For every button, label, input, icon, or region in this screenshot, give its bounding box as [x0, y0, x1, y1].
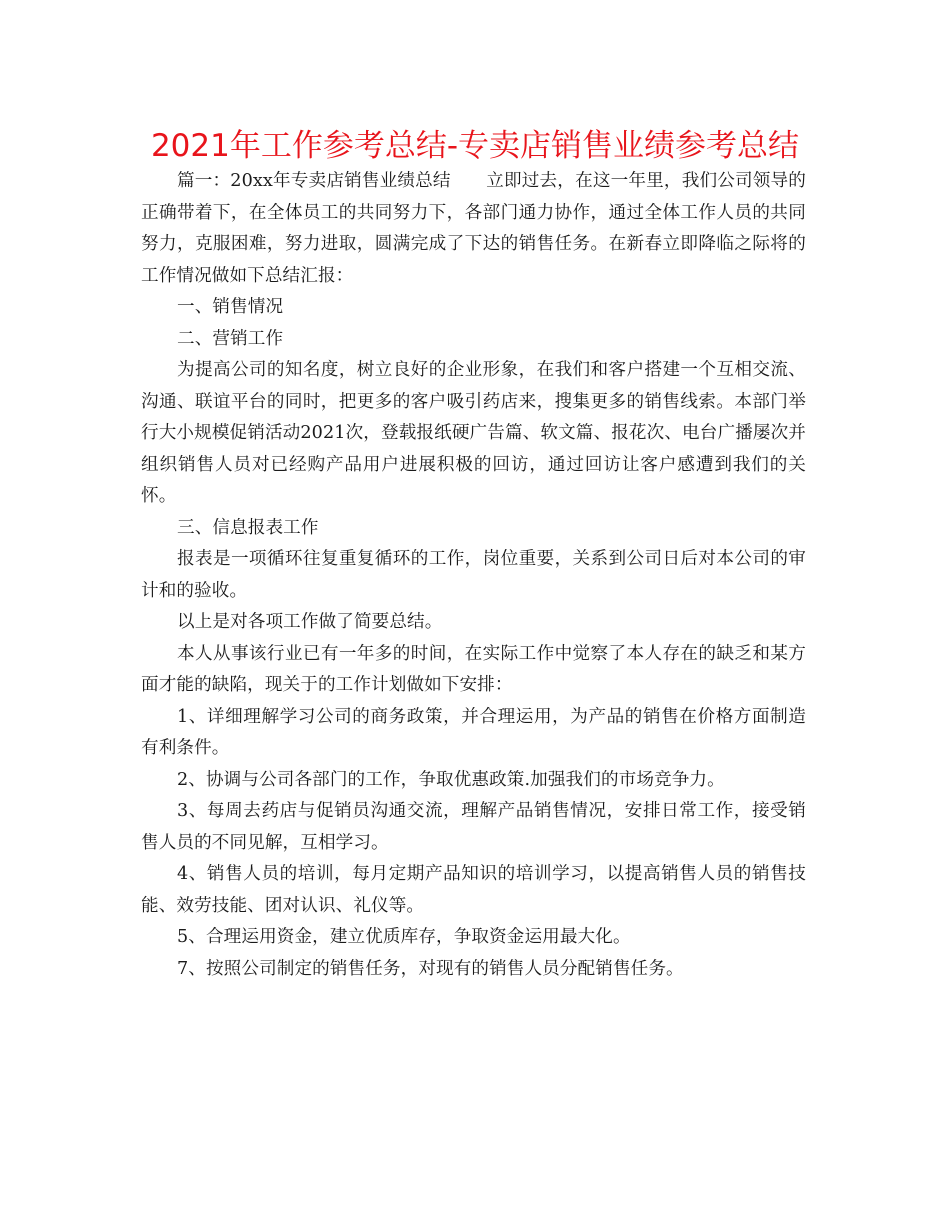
- paragraph: 篇一：20xx年专卖店销售业绩总结 立即过去，在这一年里，我们公司领导的正确带着下，在全体员工的共同努力下，各部门通力协作，通过全体工作人员的共同努力，克服困难，努力进取，圆满完成了下达的销售任务。在新春立即降临之际将的工作情况做如下总结汇报：: [141, 171, 806, 286]
- paragraph: 报表是一项循环往复重复循环的工作，岗位重要，关系到公司日后对本公司的审计和的验收。: [141, 549, 806, 601]
- paragraph: 为提高公司的知名度，树立良好的企业形象，在我们和客户搭建一个互相交流、沟通、联谊平台的同时，把更多的客户吸引药店来，搜集更多的销售线索。本部门举行大小规模促销活动2021次，登载报纸硬广告篇、软文篇、报花次、电台广播屡次并组织销售人员对已经购产品用户进展积极的回访，通过回访让客户感遭到我们的关怀。: [141, 360, 806, 506]
- list-item: 4、销售人员的培训，每月定期产品知识的培训学习，以提高销售人员的销售技能、效劳技能、团对认识、礼仪等。: [141, 864, 806, 916]
- list-item: 1、详细理解学习公司的商务政策，并合理运用，为产品的销售在价格方面制造有利条件。: [141, 706, 806, 758]
- section-heading: 三、信息报表工作: [177, 517, 319, 538]
- list-item: 5、合理运用资金，建立优质库存，争取资金运用最大化。: [177, 927, 631, 947]
- paragraph: 本人从事该行业已有一年多的时间，在实际工作中觉察了本人存在的缺乏和某方面才能的缺陷，现关于的工作计划做如下安排：: [141, 643, 806, 695]
- document-title: 2021年工作参考总结-专卖店销售业绩参考总结: [150, 128, 800, 164]
- list-item: 7、按照公司制定的销售任务，对现有的销售人员分配销售任务。: [177, 958, 684, 979]
- section-heading: 一、销售情况: [177, 297, 284, 317]
- paragraph: 以上是对各项工作做了简要总结。: [177, 612, 443, 632]
- list-item: 3、每周去药店与促销员沟通交流，理解产品销售情况，安排日常工作，接受销售人员的不同见解，互相学习。: [141, 801, 806, 853]
- document-body: [141, 166, 806, 985]
- section-heading: 二、营销工作: [177, 328, 284, 349]
- list-item: 2、协调与公司各部门的工作，争取优惠政策.加强我们的市场竞争力。: [177, 769, 725, 790]
